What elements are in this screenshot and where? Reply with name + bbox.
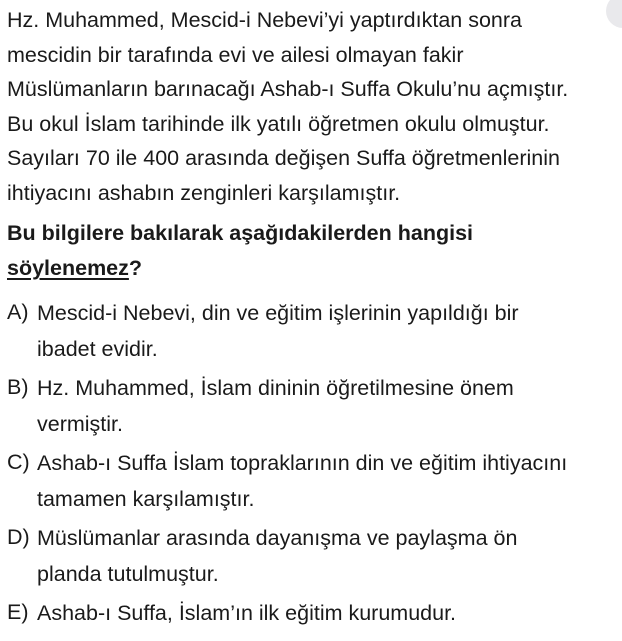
option-line: vermiştir. bbox=[37, 412, 123, 436]
passage-line: Bu okul İslam tarihinde ilk yatılı öğretmen okulu olmuştur. bbox=[7, 111, 550, 136]
option-line: Mescid-i Nebevi, din ve eğitim işlerinin yapıldığı bir bbox=[37, 301, 519, 325]
info-passage bbox=[7, 3, 619, 210]
option-text bbox=[37, 520, 517, 592]
passage-line: mescidin bir tarafında evi ve ailesi olmayan fakir bbox=[7, 42, 464, 67]
option-line: ibadet evidir. bbox=[37, 337, 158, 361]
option-line: Ashab-ı Suffa, İslam’ın ilk eğitim kurumudur. bbox=[37, 601, 457, 625]
option-c[interactable] bbox=[7, 445, 619, 520]
option-letter: E) bbox=[7, 600, 29, 624]
option-a[interactable] bbox=[7, 295, 619, 370]
question-line bbox=[7, 251, 619, 286]
question-line: Bu bilgilere bakılarak aşağıdakilerden hangisi bbox=[7, 221, 474, 245]
option-d[interactable] bbox=[7, 520, 619, 595]
option-line: planda tutulmuştur. bbox=[37, 562, 219, 586]
option-text bbox=[37, 595, 456, 631]
passage-line: Sayıları 70 ile 400 arasında değişen Suffa öğretmenlerinin bbox=[7, 146, 560, 170]
option-b[interactable] bbox=[7, 370, 619, 445]
option-letter: A) bbox=[7, 300, 29, 324]
option-letter: C) bbox=[7, 450, 30, 474]
option-letter: B) bbox=[7, 375, 29, 399]
question-mark: ? bbox=[128, 256, 143, 280]
negative-keyword: söylenemez bbox=[7, 256, 129, 280]
option-e[interactable] bbox=[7, 595, 619, 635]
option-letter: D) bbox=[7, 525, 30, 549]
option-text bbox=[37, 445, 567, 517]
passage-line: ihtiyacını ashabın zenginleri karşılamıştır. bbox=[7, 180, 401, 205]
passage-line: Müslümanların barınacağı Ashab-ı Suffa Okulu’nu açmıştır. bbox=[7, 77, 569, 101]
option-line: Hz. Muhammed, İslam dininin öğretilmesine önem bbox=[37, 376, 514, 400]
option-text bbox=[37, 370, 514, 442]
option-line: Müslümanlar arasında dayanışma ve paylaşma ön bbox=[37, 526, 518, 550]
option-text bbox=[37, 295, 519, 367]
question-stem bbox=[7, 216, 619, 286]
option-line: Ashab-ı Suffa İslam topraklarının din ve eğitim ihtiyacını bbox=[37, 451, 568, 475]
passage-line: Hz. Muhammed, Mescid-i Nebevi’yi yaptırdıktan sonra bbox=[7, 8, 522, 32]
answer-options bbox=[7, 295, 619, 635]
option-line: tamamen karşılamıştır. bbox=[37, 487, 255, 511]
